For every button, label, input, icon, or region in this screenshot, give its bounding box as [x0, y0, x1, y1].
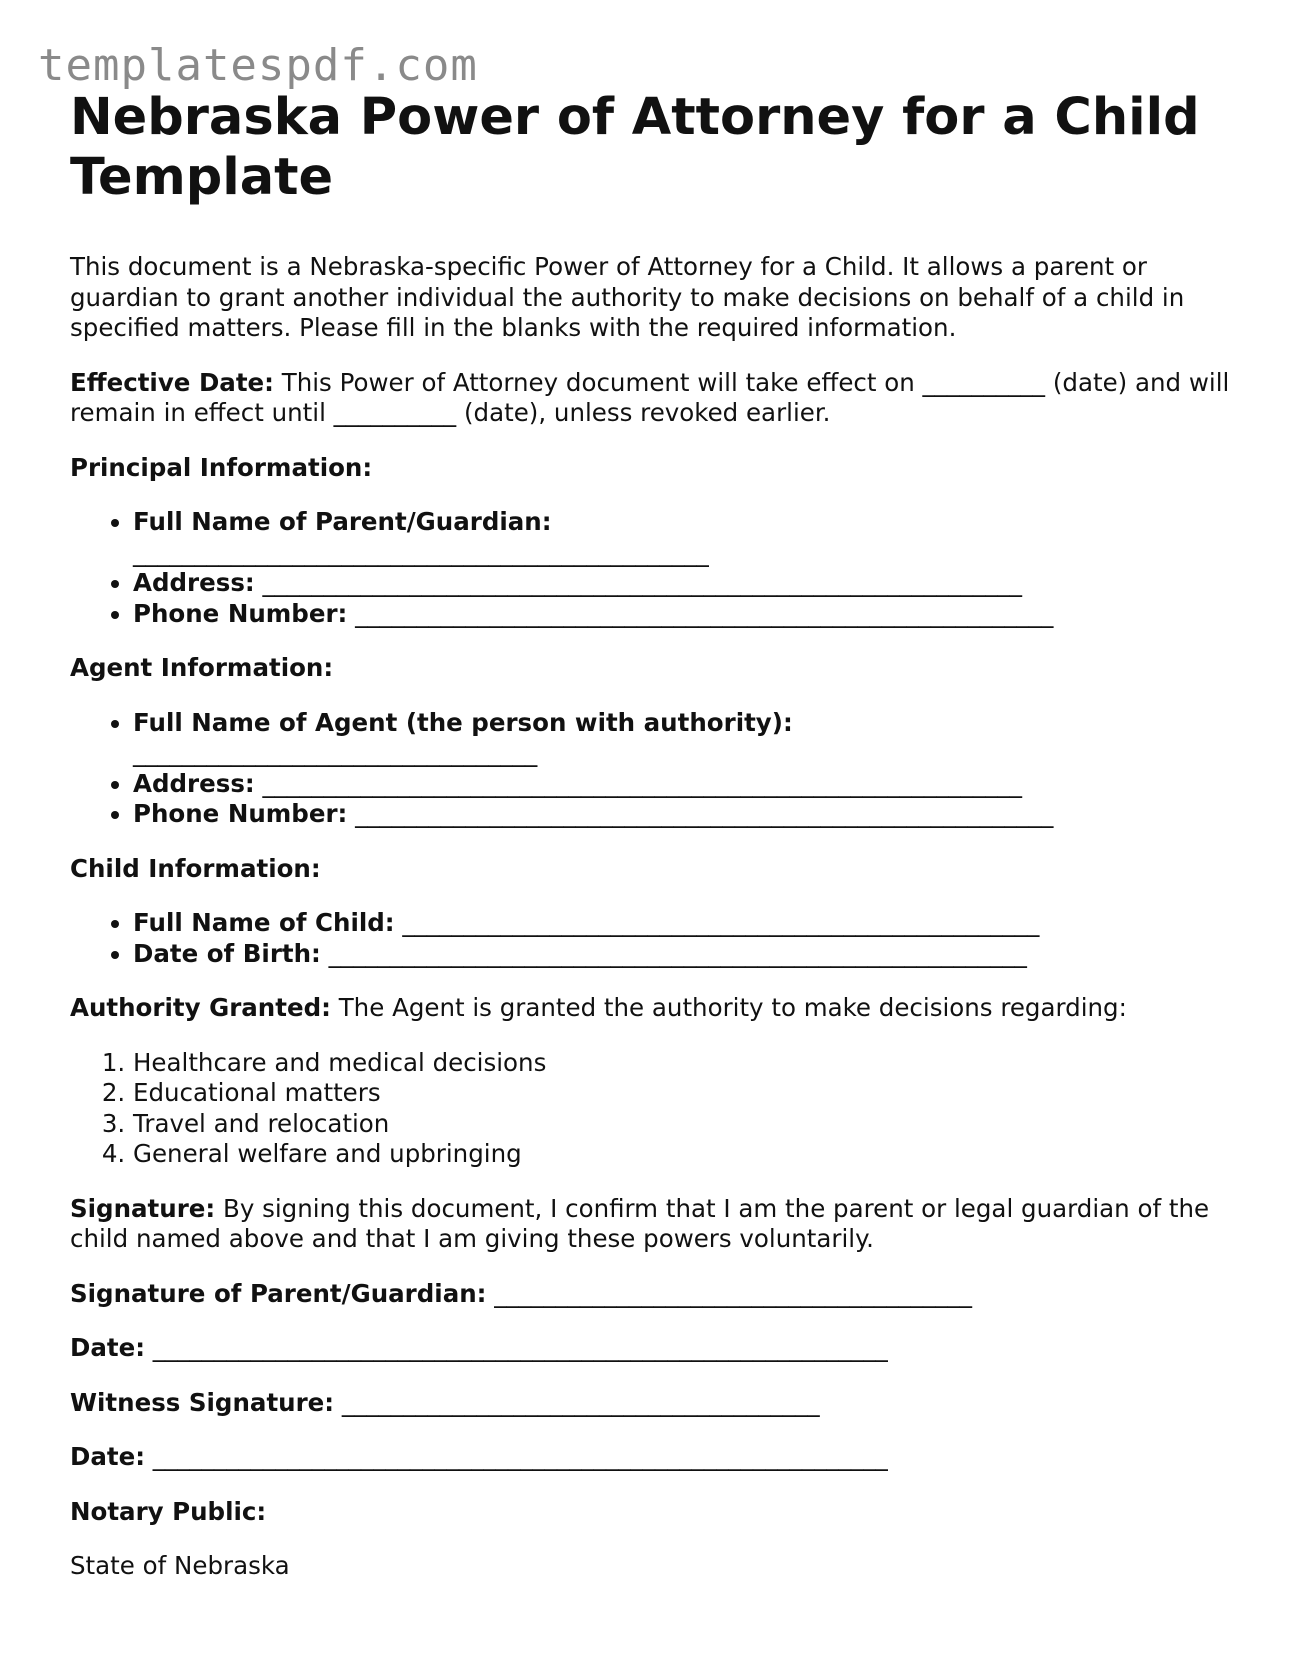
authority-text: The Agent is granted the authority to make decisions regarding:	[330, 993, 1127, 1022]
list-item	[133, 769, 1230, 800]
list-item	[133, 568, 1230, 599]
authority-label: Authority Granted:	[70, 993, 331, 1022]
parent-signature-label: Signature of Parent/Guardian:	[70, 1278, 487, 1308]
child-list	[70, 908, 1230, 969]
child-dob-label: Date of Birth:	[133, 938, 321, 968]
list-item: 3. Travel and relocation	[133, 1109, 1230, 1140]
watermark: templatespdf.com	[38, 40, 478, 91]
agent-list	[70, 708, 1230, 830]
document-page	[70, 88, 1230, 1606]
intro-paragraph: This document is a Nebraska-specific Power of Attorney for a Child. It allows a parent or guardian to grant another individual the authority to make decisions on behalf of a child in specified matters. Please fill in the blanks with the required information.	[70, 252, 1185, 342]
witness-signature-line	[70, 1388, 1230, 1419]
notary-state: State of Nebraska	[70, 1551, 290, 1580]
list-item	[133, 939, 1230, 970]
list-item	[133, 599, 1230, 630]
parent-signature-line	[70, 1279, 1230, 1310]
list-item	[133, 507, 1230, 568]
agent-phone-blank[interactable]: _________________________________________________________	[347, 799, 1054, 828]
child-name-blank[interactable]: ____________________________________________________	[394, 908, 1040, 937]
date-line-1	[70, 1333, 1230, 1364]
authority-list	[70, 1048, 1230, 1170]
page-title: Nebraska Power of Attorney for a Child Template	[70, 88, 1200, 207]
list-item: 2. Educational matters	[133, 1078, 1230, 1109]
parent-signature-blank[interactable]: _______________________________________	[486, 1278, 973, 1308]
child-dob-blank[interactable]: _________________________________________________________	[320, 938, 1027, 968]
principal-phone-blank[interactable]: _________________________________________________________	[347, 598, 1054, 628]
principal-heading: Principal Information:	[70, 452, 373, 482]
witness-signature-blank[interactable]: _______________________________________	[334, 1387, 820, 1417]
signature-label: Signature:	[70, 1193, 216, 1223]
list-item: 4. General welfare and upbringing	[133, 1139, 1230, 1170]
date-label-2: Date:	[70, 1442, 145, 1471]
effective-date-text: This Power of Attorney document will take effect on __________ (date) and will remain in effect until __________ (date), unless revoked earlier.	[70, 367, 1230, 427]
agent-address-blank[interactable]: ______________________________________________________________	[254, 768, 1022, 798]
principal-name-label: Full Name of Parent/Guardian:	[133, 507, 552, 536]
principal-address-blank[interactable]: ______________________________________________________________	[254, 568, 1022, 597]
principal-name-blank[interactable]: _______________________________________________	[133, 537, 709, 567]
date-label-1: Date:	[70, 1333, 145, 1362]
date-blank-1[interactable]: ____________________________________________________________	[145, 1333, 888, 1362]
agent-heading: Agent Information:	[70, 653, 334, 682]
agent-phone-label: Phone Number:	[133, 799, 348, 828]
principal-address-label: Address:	[133, 568, 255, 597]
signature-text: By signing this document, I confirm that I am the parent or legal guardian of the child named above and that I am giving these powers voluntarily.	[70, 1193, 1210, 1253]
principal-list	[70, 507, 1230, 629]
effective-date-label: Effective Date:	[70, 367, 274, 397]
agent-name-blank[interactable]: _________________________________	[133, 738, 538, 767]
child-heading: Child Information:	[70, 853, 321, 883]
list-item	[133, 799, 1230, 830]
agent-address-label: Address:	[133, 768, 255, 798]
list-item	[133, 908, 1230, 939]
principal-phone-label: Phone Number:	[133, 598, 348, 628]
list-item	[133, 708, 1230, 769]
effective-date-paragraph	[70, 368, 1230, 429]
witness-signature-label: Witness Signature:	[70, 1387, 335, 1417]
child-name-label: Full Name of Child:	[133, 908, 395, 937]
agent-name-label: Full Name of Agent (the person with authority):	[133, 707, 793, 737]
notary-heading: Notary Public:	[70, 1496, 267, 1526]
signature-paragraph	[70, 1194, 1230, 1255]
list-item: 1. Healthcare and medical decisions	[133, 1048, 1230, 1079]
date-line-2	[70, 1442, 1230, 1473]
authority-paragraph	[70, 993, 1230, 1024]
date-blank-2[interactable]: ____________________________________________________________	[145, 1442, 888, 1471]
